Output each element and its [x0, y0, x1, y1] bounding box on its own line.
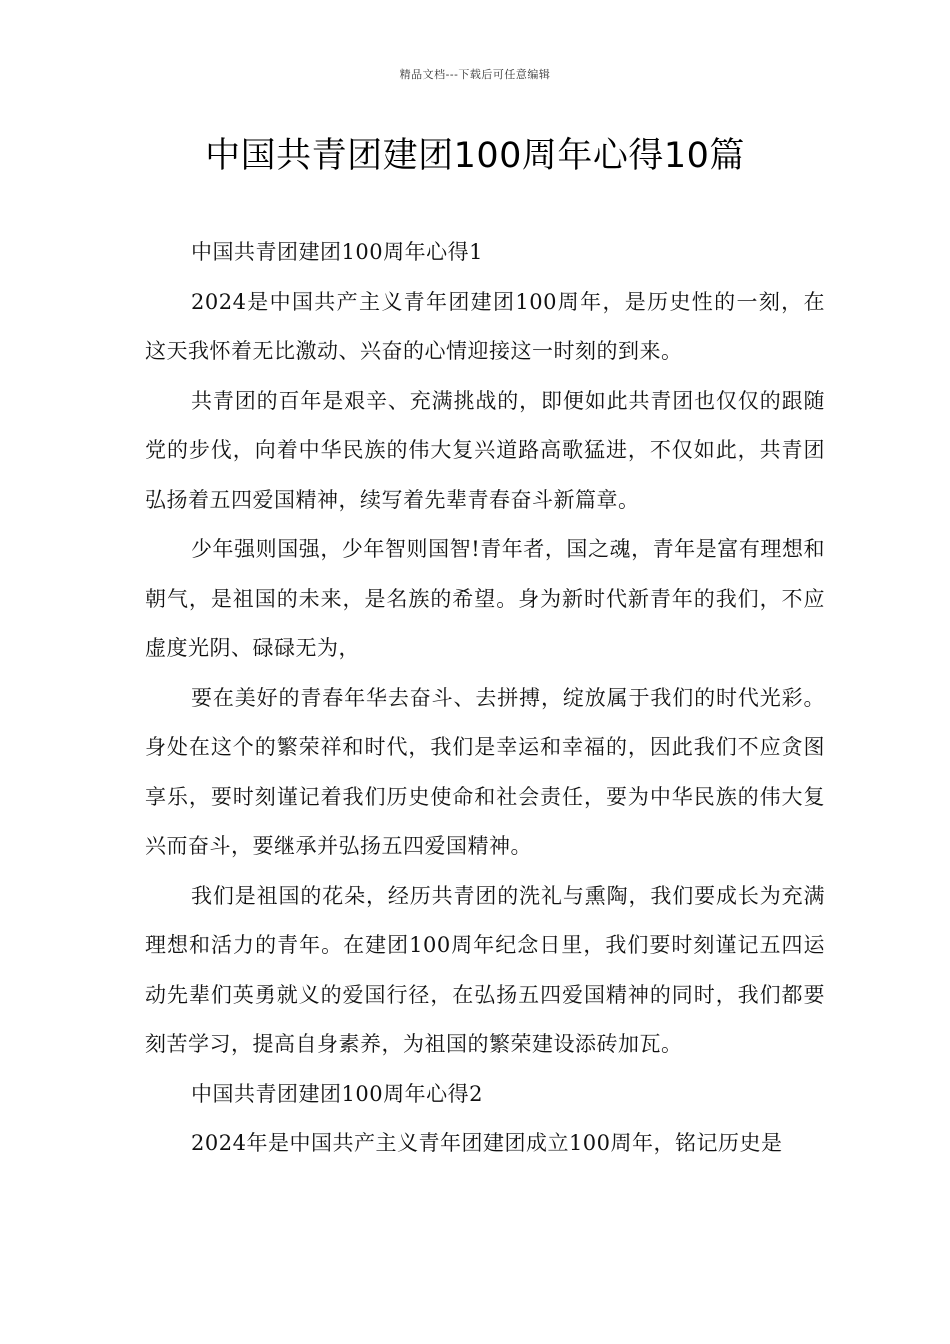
header-note: 精品文档---下载后可任意编辑: [399, 68, 551, 81]
section-heading-2: 中国共青团建团100周年心得2: [191, 1081, 483, 1106]
paragraph: 2024年是中国共产主义青年团建团成立100周年，铭记历史是: [191, 1131, 783, 1155]
paragraph: 共青团的百年是艰辛、充满挑战的，即便如此共青团也仅仅的跟随党的步伐，向着中华民族的伟大复兴道路高歌猛进，不仅如此，共青团弘扬着五四爱国精神，续写着先辈青春奋斗新篇章。: [145, 388, 825, 512]
paragraph: 我们是祖国的花朵，经历共青团的洗礼与熏陶，我们要成长为充满理想和活力的青年。在建团100周年纪念日里，我们要时刻谨记五四运动先辈们英勇就义的爱国行径，在弘扬五四爱国精神的同时，我们都要刻苦学习，提高自身素养，为祖国的繁荣建设添砖加瓦。: [145, 883, 825, 1056]
document-title: 中国共青团建团100周年心得10篇: [205, 136, 745, 176]
paragraph: 少年强则国强，少年智则国智!青年者，国之魂，青年是富有理想和朝气，是祖国的未来，是名族的希望。身为新时代新青年的我们，不应虚度光阴、碌碌无为，: [145, 537, 825, 660]
section-heading-1: 中国共青团建团100周年心得1: [191, 240, 483, 264]
paragraph: 要在美好的青春年华去奋斗、去拼搏，绽放属于我们的时代光彩。身处在这个的繁荣祥和时代，我们是幸运和幸福的，因此我们不应贪图享乐，要时刻谨记着我们历史使命和社会责任，要为中华民族的伟大复兴而奋斗，要继承并弘扬五四爱国精神。: [145, 685, 825, 858]
paragraph: 2024是中国共产主义青年团建团100周年，是历史性的一刻，在这天我怀着无比激动、兴奋的心情迎接这一时刻的到来。: [145, 289, 825, 363]
document-body: [145, 228, 825, 1169]
